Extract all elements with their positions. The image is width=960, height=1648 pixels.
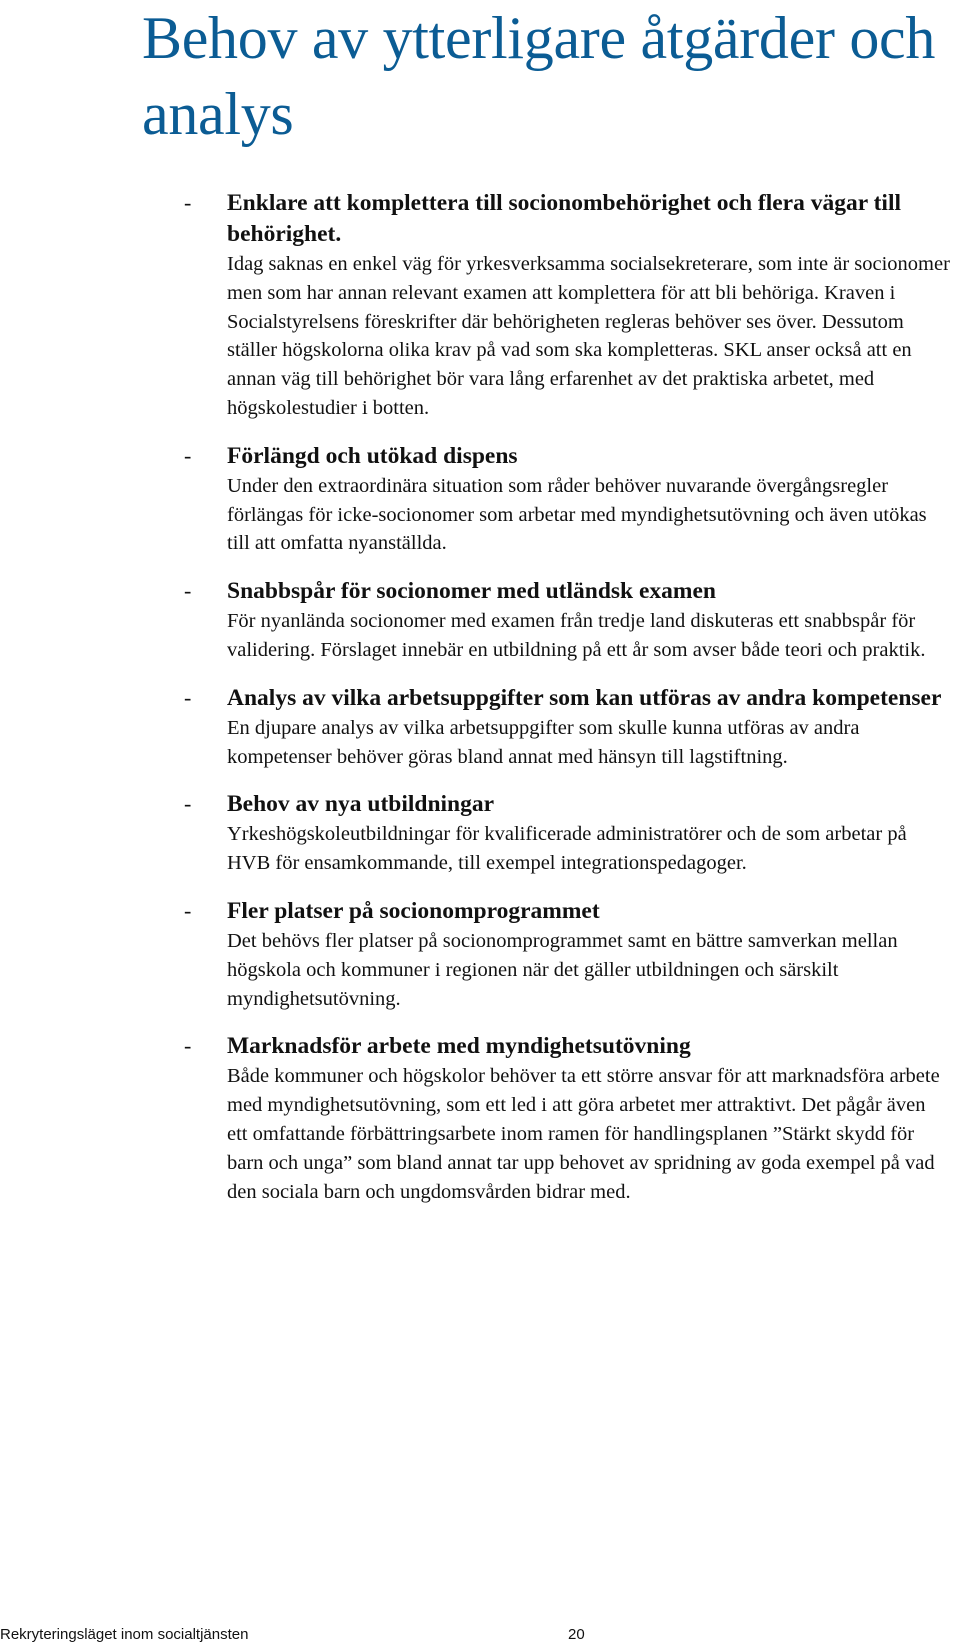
list-dash: -	[184, 190, 192, 215]
list-item	[0, 789, 960, 878]
list-dash: -	[184, 1033, 192, 1059]
item-heading: Marknadsför arbete med myndighetsutövning	[227, 1033, 691, 1060]
item-heading: Enklare att komplettera till socionombehörighet och flera vägar till behörighet.	[227, 190, 902, 247]
list-dash: -	[184, 791, 192, 817]
item-body: För nyanlända socionomer med examen från tredje land diskuteras ett snabbspår för validering. Förslaget innebär en utbildning på ett år som avser både teori och praktik.	[227, 610, 926, 661]
item-body: En djupare analys av vilka arbetsuppgifter som skulle kunna utföras av andra kompetenser behöver göras bland annat med hänsyn till lagstiftning.	[227, 716, 860, 768]
list-dash: -	[184, 442, 192, 468]
item-heading: Snabbspår för socionomer med utländsk examen	[227, 578, 717, 605]
page-title: Behov av ytterligare åtgärder och analys	[142, 5, 936, 147]
item-body: Yrkeshögskoleutbildningar för kvalificerade administratörer och de som arbetar på HVB för ensamkommande, till exempel integrationspedagoger.	[227, 823, 907, 875]
footer-document-title: Rekryteringsläget inom socialtjänsten	[0, 1626, 249, 1643]
item-body: Både kommuner och högskolor behöver ta ett större ansvar för att marknadsföra arbete med myndighetsutövning, som ett led i att göra arbetet mer attraktivt. Det pågår även ett omfattande förbättringsarbete inom ramen för handlingsplanen ”Stärkt skydd för barn och unga” som bland annat tar upp behovet av spridning av goda exempel på vad den sociala barn och ungdomsvården bidrar med.	[227, 1065, 940, 1203]
item-body: Det behövs fler platser på socionomprogrammet samt en bättre samverkan mellan högskola och kommuner i regionen när det gäller utbildningen och särskilt myndighetsutövning.	[227, 929, 898, 1010]
item-body: Idag saknas en enkel väg för yrkesverksamma socialsekreterare, som inte är socionomer men som har annan relevant examen att komplettera för att bli behöriga. Kraven i Socialstyrelsens föreskrifter där behörigheten regleras behöver ses över. Dessutom ställer högskolorna olika krav på vad som ska kompletteras. SKL anser också att en annan väg till behörighet bör vara lång erfarenhet av det praktiska arbetet, med högskolestudier i botten.	[227, 253, 950, 419]
list-dash: -	[184, 578, 192, 604]
list-item	[0, 576, 960, 665]
footer-page-number: 20	[568, 1626, 585, 1643]
item-body: Under den extraordinära situation som råder behöver nuvarande övergångsregler förlängas för icke-socionomer som arbetar med myndighetsutövning och även utökas till att omfatta nyanställda.	[227, 474, 927, 555]
list-item	[0, 441, 960, 558]
item-heading: Behov av nya utbildningar	[227, 791, 495, 818]
list-dash: -	[184, 684, 192, 710]
list-item	[0, 1031, 960, 1206]
measures-list	[0, 188, 960, 1224]
item-heading: Analys av vilka arbetsuppgifter som kan utföras av andra kompetenser	[227, 684, 942, 711]
list-item	[0, 896, 960, 1013]
list-item	[0, 188, 960, 423]
item-heading: Fler platser på socionomprogrammet	[227, 897, 600, 924]
list-dash: -	[184, 897, 192, 923]
item-heading: Förlängd och utökad dispens	[227, 442, 518, 469]
list-item	[0, 683, 960, 772]
